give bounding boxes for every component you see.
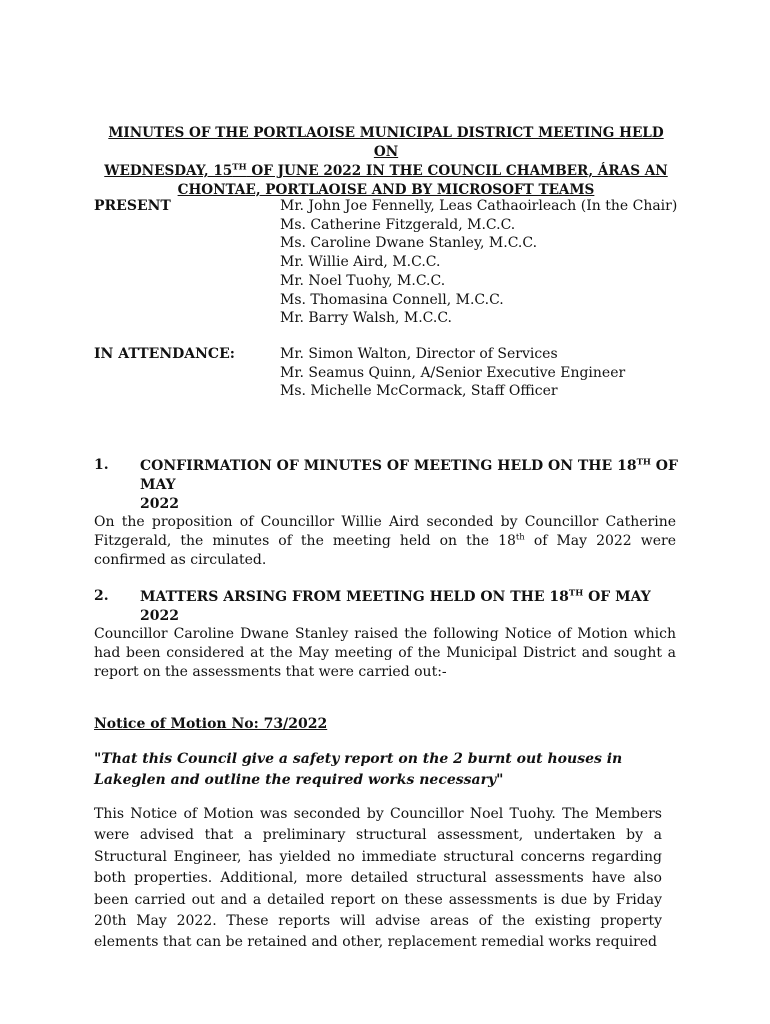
title-line-2-pre: WEDNESDAY, 15 xyxy=(104,163,233,179)
title-line-3: CHONTAE, PORTLAOISE AND BY MICROSOFT TEAMS xyxy=(177,182,595,198)
attendance-list xyxy=(280,345,625,401)
present-name: Mr. Noel Tuohy, M.C.C. xyxy=(280,272,446,289)
present-name: Mr. John Joe Fennelly, Leas Cathaoirleach (In the Chair) xyxy=(280,198,678,214)
present-label: PRESENT xyxy=(94,198,171,214)
present-list xyxy=(280,197,677,328)
section-1-heading-post: OF MAY xyxy=(140,458,678,493)
section-1-heading xyxy=(140,457,680,514)
section-1-body xyxy=(94,513,676,570)
section-1-number: 1. xyxy=(94,457,109,473)
section-2-body: Councillor Caroline Dwane Stanley raised the following Notice of Motion which had been considered at the May meeting of the Municipal District and sought a report on the assessments that were carried out:- xyxy=(94,626,676,680)
title-line-2 xyxy=(96,162,676,181)
section-2-number: 2. xyxy=(94,588,109,604)
notice-of-motion-title: Notice of Motion No: 73/2022 xyxy=(94,716,328,732)
section-1-body-sup: th xyxy=(515,532,525,543)
title-line-2-sup: TH xyxy=(232,162,247,173)
section-1-body-pre: On the proposition of Councillor Willie Aird seconded by Councillor Catherine Fitzgerald, the minutes of the meeting held on the 18 xyxy=(94,514,676,549)
attendance-label: IN ATTENDANCE: xyxy=(94,346,235,362)
document-title xyxy=(96,124,676,200)
present-name: Ms. Catherine Fitzgerald, M.C.C. xyxy=(280,216,516,233)
title-line-2-post: OF JUNE 2022 IN THE COUNCIL CHAMBER, ÁRAS AN xyxy=(246,163,668,179)
section-2-heading xyxy=(140,588,680,626)
section-1-heading-line-2: 2022 xyxy=(140,496,179,512)
section-1-heading-line-1 xyxy=(140,457,680,495)
section-1-heading-sup: TH xyxy=(636,457,651,468)
attendance-name: Ms. Michelle McCormack, Staff Officer xyxy=(280,383,558,400)
notice-of-motion-quote: "That this Council give a safety report on the 2 burnt out houses in Lakeglen and outline the required works necessary" xyxy=(94,751,623,788)
section-1-body-post: of May 2022 were confirmed as circulated. xyxy=(94,533,676,568)
attendance-name: Mr. Simon Walton, Director of Services xyxy=(280,346,558,362)
section-1-heading-pre: CONFIRMATION OF MINUTES OF MEETING HELD ON THE 18 xyxy=(140,458,637,474)
title-line-1: MINUTES OF THE PORTLAOISE MUNICIPAL DISTRICT MEETING HELD ON xyxy=(108,125,664,160)
section-2-heading-pre: MATTERS ARSING FROM MEETING HELD ON THE 18 xyxy=(140,589,569,605)
present-name: Mr. Barry Walsh, M.C.C. xyxy=(280,310,452,327)
section-2-heading-sup: TH xyxy=(568,588,584,599)
present-name: Ms. Caroline Dwane Stanley, M.C.C. xyxy=(280,235,538,252)
notice-of-motion-body: This Notice of Motion was seconded by Councillor Noel Tuohy. The Members were advised that a preliminary structural assessment, undertaken by a Structural Engineer, has yielded no immediate structural concerns regarding both properties. Additional, more detailed structural assessments have also been carried out and a detailed report on these assessments is due by Friday 20th May 2022. These reports will advise areas of the existing property elements that can be retained and other, replacement remedial works required xyxy=(94,806,662,951)
attendance-name: Mr. Seamus Quinn, A/Senior Executive Engineer xyxy=(280,364,626,381)
section-2-heading-post: OF MAY 2022 xyxy=(140,589,651,624)
present-name: Ms. Thomasina Connell, M.C.C. xyxy=(280,291,504,308)
present-name: Mr. Willie Aird, M.C.C. xyxy=(280,254,441,271)
